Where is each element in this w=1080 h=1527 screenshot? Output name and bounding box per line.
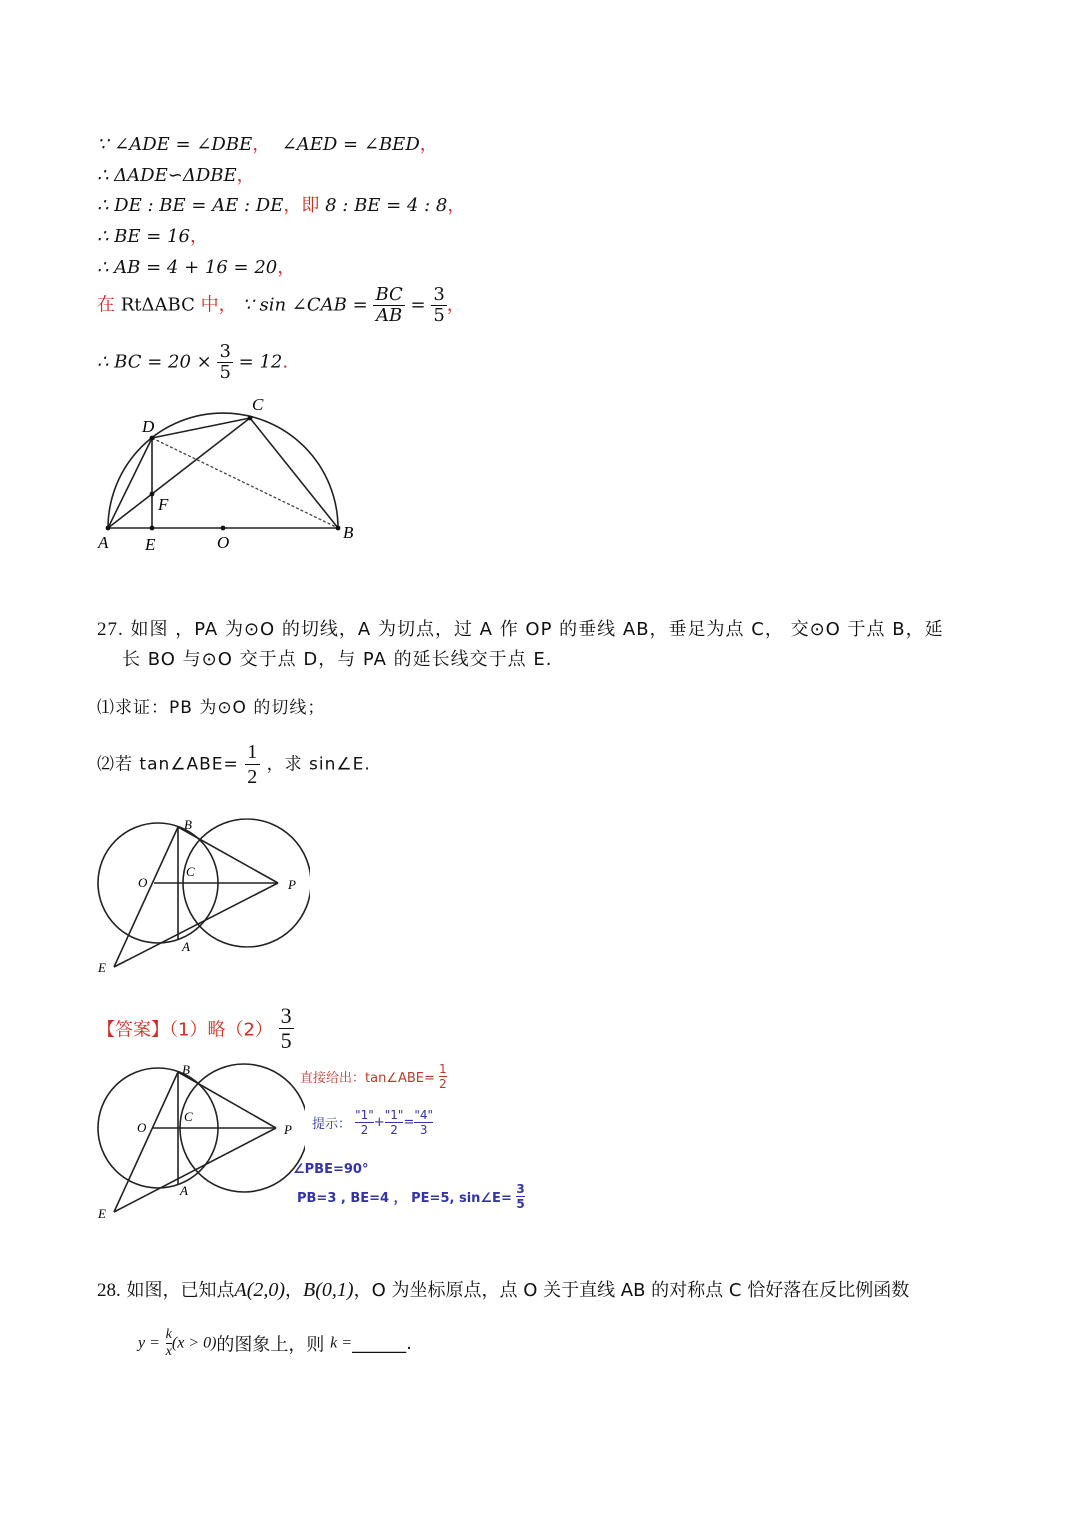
fraction-numerator: 1 xyxy=(439,1062,447,1076)
question-number: 27. xyxy=(97,619,124,640)
label-e: E xyxy=(98,1206,106,1221)
point-b-coord: B(0,1) xyxy=(303,1279,354,1301)
answer-label: 【答案】（1）略（2） xyxy=(97,1019,273,1041)
answer-line xyxy=(97,1004,294,1053)
note-operator: = xyxy=(403,1115,415,1130)
function-lhs: y = xyxy=(138,1334,160,1352)
note-fraction xyxy=(516,1182,524,1211)
proof-line-7 xyxy=(97,342,288,383)
question-text: ， xyxy=(285,1280,304,1301)
label-b: B xyxy=(184,817,192,832)
fraction-numerator: 3 xyxy=(280,1003,292,1028)
question-number: 28. xyxy=(97,1280,121,1301)
q27-line-2 xyxy=(122,645,552,671)
fraction-3-5 xyxy=(431,285,446,326)
proof-text: = 12 xyxy=(238,351,283,373)
fraction-denominator: 5 xyxy=(219,362,231,383)
proof-line-4 xyxy=(97,222,208,248)
question-text: ，O 为坐标原点，点 O 关于直线 AB 的对称点 C 恰好落在反比例函数 xyxy=(353,1280,910,1301)
proof-text: 8 : BE = 4 : 8 xyxy=(325,195,448,216)
answer-variable: k = xyxy=(330,1334,353,1352)
fraction-denominator: AB xyxy=(375,305,403,326)
point-e xyxy=(150,526,155,531)
fraction-denominator: 2 xyxy=(247,766,259,788)
proof-text: ∵ ∠ADE = ∠DBE xyxy=(97,134,253,155)
proof-text: ∴ BE = 16 xyxy=(97,226,190,247)
proof-connector: ，即 xyxy=(283,195,320,216)
label-a: A xyxy=(180,1183,188,1198)
question-text: 长 BO 与⊙O 交于点 D，与 PA 的延长线交于点 E. xyxy=(122,649,553,670)
note-fraction xyxy=(439,1062,447,1091)
fraction-numerator: 3 xyxy=(433,284,445,305)
figure-tangent-2 xyxy=(90,1062,305,1222)
fraction-denominator: 2 xyxy=(439,1077,447,1091)
fraction-numerator: 1 xyxy=(247,741,259,763)
point-d xyxy=(150,436,155,441)
fraction-numerator: "1" xyxy=(355,1108,374,1122)
segment-db-dashed xyxy=(152,438,338,528)
proof-line-1 xyxy=(97,130,438,156)
fraction-denominator: x xyxy=(165,1344,172,1359)
fraction-denominator: 5 xyxy=(516,1197,525,1211)
label-d: D xyxy=(142,417,155,436)
point-o xyxy=(221,526,226,531)
label-f: F xyxy=(158,495,169,514)
label-o: O xyxy=(137,1120,147,1135)
segment-ad xyxy=(108,438,152,528)
fraction-denominator: 2 xyxy=(390,1123,398,1137)
question-part: ⑵若 tan∠ABE= xyxy=(97,754,239,775)
point-f xyxy=(150,492,155,497)
proof-line-5 xyxy=(97,253,295,279)
fraction-numerator: 3 xyxy=(219,341,231,362)
fraction-numerator: "1" xyxy=(384,1108,404,1122)
fraction-denominator: 3 xyxy=(419,1123,428,1137)
point-c xyxy=(248,416,253,421)
fraction-3-5 xyxy=(217,342,232,383)
fraction-numerator: BC xyxy=(375,284,403,305)
segment-ep xyxy=(114,1128,276,1212)
point-b xyxy=(336,526,341,531)
q28-line-1 xyxy=(97,1276,909,1302)
label-c: C xyxy=(184,1109,193,1124)
proof-text: ∠AED = ∠BED xyxy=(281,134,420,155)
function-domain: (x > 0) xyxy=(171,1334,217,1352)
answer-fraction xyxy=(279,1004,294,1053)
proof-punct: ， xyxy=(252,134,271,155)
fraction-denominator: 2 xyxy=(360,1123,369,1137)
note-fraction xyxy=(414,1108,433,1137)
proof-punct: ， xyxy=(189,226,208,247)
proof-text: ∴ ΔADE∽ΔDBE xyxy=(97,165,237,186)
fraction-numerator: "4" xyxy=(414,1108,434,1122)
fraction-numerator: 3 xyxy=(516,1182,525,1196)
label-p: P xyxy=(288,877,296,892)
note-text: ∠PBE=90° xyxy=(293,1162,369,1177)
note-result xyxy=(297,1182,525,1211)
q27-part-2 xyxy=(97,740,371,789)
proof-text: RtΔABC xyxy=(120,294,195,316)
label-p: P xyxy=(284,1122,292,1137)
proof-punct: . xyxy=(282,351,289,373)
figure-semicircle xyxy=(90,390,380,565)
note-angle xyxy=(293,1162,368,1177)
proof-punct: ， xyxy=(277,257,296,278)
label-o: O xyxy=(217,533,230,552)
note-text: 提示： xyxy=(312,1117,352,1132)
answer-blank[interactable]: ______ xyxy=(352,1333,407,1354)
q27-part-1 xyxy=(97,693,325,718)
label-a: A xyxy=(182,939,190,954)
proof-text: = xyxy=(410,294,426,316)
proof-line-3 xyxy=(97,191,465,217)
segment-ac xyxy=(108,418,250,528)
proof-connector: 在 xyxy=(97,294,115,316)
fraction-1-2 xyxy=(245,740,260,789)
figure-tangent-1 xyxy=(90,815,310,975)
segment-ep xyxy=(114,883,278,967)
proof-punct: ， xyxy=(446,294,465,316)
label-a: A xyxy=(98,533,109,552)
question-text: 如图，已知点 xyxy=(126,1280,235,1301)
point-a-coord: A(2,0) xyxy=(234,1279,286,1301)
note-fraction xyxy=(355,1108,374,1137)
fraction-numerator: k xyxy=(165,1327,172,1342)
segment-eb xyxy=(114,827,178,967)
proof-line-2 xyxy=(97,161,255,187)
label-b: B xyxy=(343,523,354,542)
proof-line-6 xyxy=(97,285,465,326)
proof-connector: 中， xyxy=(200,294,237,316)
note-hint xyxy=(312,1108,433,1137)
question-text: 如图 ，PA 为⊙O 的切线，A 为切点，过 A 作 OP 的垂线 AB，垂足为点 C， 交⊙O 于点 B，延 xyxy=(130,619,944,640)
question-part: ⑴求证：PB 为⊙O 的切线； xyxy=(97,698,326,718)
note-text: 直接给出：tan∠ABE= xyxy=(300,1071,435,1086)
proof-text: ∴ BC = 20 × xyxy=(97,351,212,373)
fraction-bc-ab xyxy=(373,285,404,326)
question-punct: . xyxy=(406,1333,412,1354)
note-text: PB=3 , BE=4 ， PE=5, sin∠E= xyxy=(297,1191,512,1206)
note-given xyxy=(300,1062,447,1091)
label-e: E xyxy=(145,535,156,554)
note-operator: + xyxy=(373,1115,385,1130)
proof-punct: ， xyxy=(419,134,438,155)
segment-eb xyxy=(114,1072,178,1212)
proof-text: ∴ AB = 4 + 16 = 20 xyxy=(97,257,278,278)
fraction-denominator: 5 xyxy=(280,1028,292,1053)
label-c: C xyxy=(186,864,195,879)
proof-text: ∴ DE : BE = AE : DE xyxy=(97,195,284,216)
fraction-denominator: 5 xyxy=(433,305,445,326)
point-a xyxy=(106,526,111,531)
proof-text: ∵ sin ∠CAB = xyxy=(242,294,368,316)
label-b: B xyxy=(182,1062,190,1077)
label-e: E xyxy=(98,960,106,975)
proof-punct: ， xyxy=(447,195,466,216)
note-fraction xyxy=(385,1108,404,1137)
proof-punct: ， xyxy=(236,165,255,186)
question-part: ，求 sin∠E. xyxy=(266,754,371,775)
label-c: C xyxy=(252,395,264,414)
question-text: 的图象上，则 xyxy=(216,1334,325,1356)
q28-line-2 xyxy=(138,1327,412,1360)
q27-line-1 xyxy=(97,615,944,641)
segment-bp xyxy=(178,1072,276,1128)
label-o: O xyxy=(138,875,148,890)
